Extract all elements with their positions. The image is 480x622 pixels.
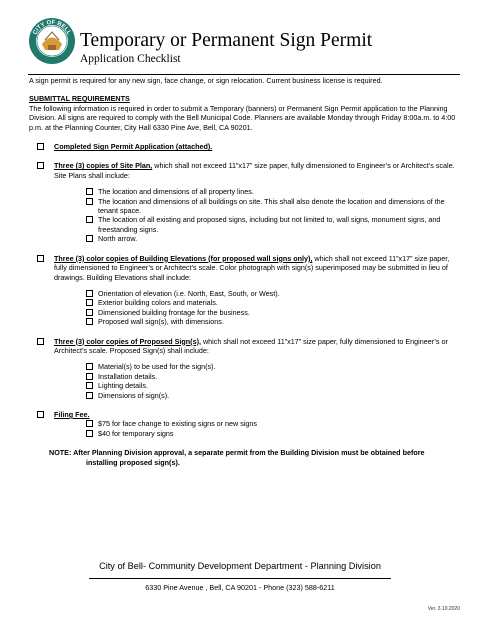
submittal-heading: SUBMITTAL REQUIREMENTS: [29, 94, 130, 104]
checkbox[interactable]: [86, 318, 93, 325]
checkbox[interactable]: [37, 143, 44, 150]
checkbox[interactable]: [37, 411, 44, 418]
footer-divider: [89, 578, 391, 579]
checkbox[interactable]: [86, 309, 93, 316]
list-item: [54, 289, 461, 298]
item-title: Three (3) copies of Site Plan,: [54, 161, 153, 171]
checkbox[interactable]: [86, 188, 93, 195]
footer-department: City of Bell- Community Development Department - Planning Division: [99, 561, 381, 571]
site-plan-subitems: [54, 187, 461, 243]
note-line-1: NOTE: After Planning Division approval, a separate permit from the Building Division must be obtained before: [49, 448, 425, 458]
note: [29, 448, 461, 467]
subitem-text: Orientation of elevation (i.e. North, East, South, or West).: [98, 288, 280, 298]
checklist-item-proposed-signs: [29, 337, 461, 400]
checkbox[interactable]: [86, 198, 93, 205]
checkbox[interactable]: [86, 290, 93, 297]
list-item: [54, 234, 461, 243]
page-header: [0, 0, 480, 80]
checklist-item-application: [29, 142, 461, 151]
page-title: Temporary or Permanent Sign Permit: [80, 30, 373, 51]
list-item: [54, 298, 461, 307]
checklist-item-site-plan: [29, 161, 461, 243]
checkbox[interactable]: [86, 299, 93, 306]
subitem-text: The location and dimensions of all buildings on site. This shall also denote the location and dimensions of the tenant space.: [98, 196, 445, 216]
footer-address: 6330 Pine Avenue , Bell, CA 90201 - Phone (323) 588-6211: [145, 583, 335, 592]
list-item: [54, 187, 461, 196]
checkbox[interactable]: [86, 363, 93, 370]
subitem-text: Lighting details.: [98, 381, 148, 391]
checkbox[interactable]: [86, 382, 93, 389]
subitem-text: Dimensions of sign(s).: [98, 390, 170, 400]
checkbox[interactable]: [86, 235, 93, 242]
note-line-2: installing proposed sign(s).: [86, 457, 180, 467]
list-item: [54, 391, 461, 400]
fee-option-text: $40 for temporary signs: [98, 428, 174, 438]
subitem-text: The location of all existing and proposed signs, including but not limited to, wall signs, monument signs, and freestanding signs.: [98, 215, 441, 234]
checklist-item-filing-fee: [29, 410, 461, 438]
proposed-signs-subitems: [54, 362, 461, 400]
subitem-text: Proposed wall sign(s), with dimensions.: [98, 317, 224, 327]
subitem-text: Material(s) to be used for the sign(s).: [98, 362, 216, 372]
checkbox[interactable]: [37, 338, 44, 345]
list-item: [54, 381, 461, 390]
building-elevations-subitems: [54, 289, 461, 327]
subitem-text: Installation details.: [98, 371, 158, 381]
item-title: Three (3) color copies of Proposed Sign(s),: [54, 336, 201, 346]
version-label: Ver. 3.19.2020: [427, 606, 460, 612]
list-item: [54, 197, 461, 216]
subitem-text: Exterior building colors and materials.: [98, 298, 218, 308]
list-item: [54, 215, 461, 234]
item-text: which shall not exceed 11”x17” size paper, fully dimensioned to Engineer’s or Architect’s scale. Site Plans shall include:: [54, 161, 455, 180]
checkbox[interactable]: [86, 430, 93, 437]
intro-text: A sign permit is required for any new sign, face change, or sign relocation. Current business license is required.: [29, 76, 383, 85]
svg-text:CITY OF BELL: CITY OF BELL: [32, 19, 72, 36]
filing-fee-options: [54, 419, 461, 438]
page-subtitle: Application Checklist: [80, 53, 181, 65]
list-item: [54, 317, 461, 326]
item-text: which shall not exceed 11”x17” size paper, fully dimensioned to Engineer’s or Architect’s scale. Proposed Sign(s) shall include:: [54, 336, 448, 355]
item-title: Three (3) color copies of Building Elevations (for proposed wall signs only),: [54, 253, 313, 263]
subitem-text: North arrow.: [98, 234, 138, 244]
city-seal-logo: [28, 17, 76, 65]
list-item: [54, 362, 461, 371]
subitem-text: The location and dimensions of all property lines.: [98, 187, 254, 197]
checkbox[interactable]: [86, 392, 93, 399]
checkbox[interactable]: [37, 162, 44, 169]
checklist-body: [29, 76, 461, 467]
header-divider: [28, 74, 460, 75]
item-title: Completed Sign Permit Application (attached).: [54, 142, 213, 152]
submittal-text: The following information is required in order to submit a Temporary (banners) or Permanent Sign Permit application to the Planning Division. All signs are required to comply with the Bell Municipal Code. Planners are available Monday through Friday 8:00a.m. to 4:00 p.m. at the Planning Counter, City Hall 6330 Pine Ave, Bell, CA 90201.: [29, 103, 456, 132]
checkbox[interactable]: [86, 216, 93, 223]
list-item: [54, 308, 461, 317]
checkbox[interactable]: [86, 420, 93, 427]
item-title: Filing Fee.: [54, 409, 90, 419]
list-item: [54, 429, 461, 438]
subitem-text: Dimensioned building frontage for the business.: [98, 307, 250, 317]
checkbox[interactable]: [86, 373, 93, 380]
item-text: which shall not exceed 11”x17” size paper, fully dimensioned to Engineer’s or Architect’s scale. Color photograph with sign(s) superimposed may be submitted in lieu of drawings. Building Elevations shall include:: [54, 253, 450, 282]
list-item: [54, 372, 461, 381]
list-item: [54, 419, 461, 428]
fee-option-text: $75 for face change to existing signs or new signs: [98, 419, 258, 429]
checklist-item-building-elevations: [29, 254, 461, 327]
checkbox[interactable]: [37, 255, 44, 262]
